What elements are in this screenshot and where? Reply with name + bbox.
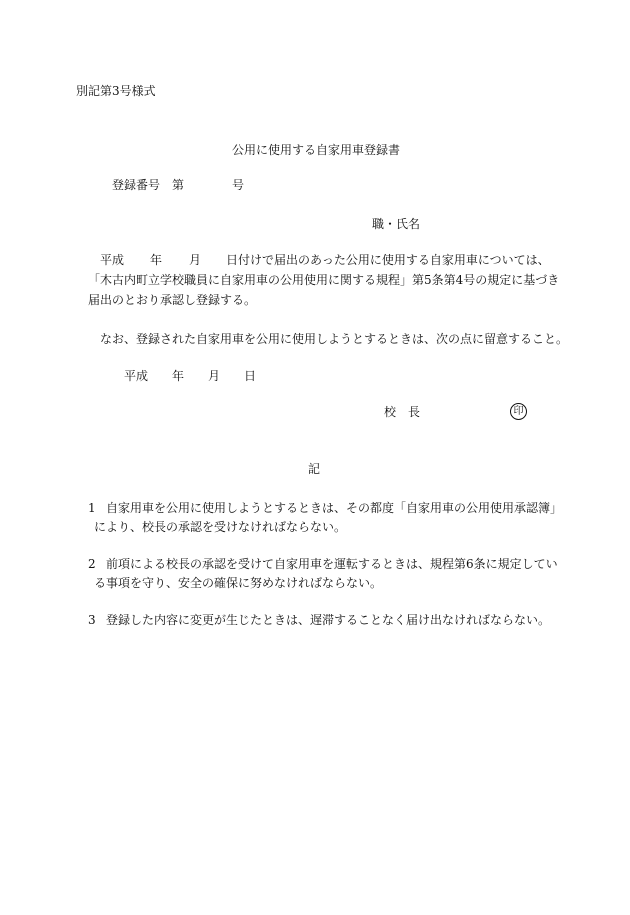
paragraph1-year: 年 xyxy=(150,253,163,267)
date-year: 年 xyxy=(172,369,185,383)
document-title: 公用に使用する自家用車登録書 xyxy=(232,143,401,157)
item-1-line1: 自家用車を公用に使用しようとするときは、その都度「自家用車の公用使用承認簿」 xyxy=(106,501,563,515)
item-3-number: 3 xyxy=(88,613,96,627)
item-2-line1: 前項による校長の承認を受けて自家用車を運転するときは、規程第6条に規定してい xyxy=(106,557,558,571)
item-1-line2: により、校長の承認を受けなければならない。 xyxy=(94,520,347,534)
registration-number-label: 登録番号 xyxy=(112,178,161,192)
ki-label: 記 xyxy=(308,462,321,476)
principal-label: 校 長 xyxy=(384,405,421,419)
date-era: 平成 xyxy=(124,369,149,383)
item-2-number: 2 xyxy=(88,557,96,571)
paragraph1-rest: 日付けで届出のあった公用に使用する自家用車については、 xyxy=(226,253,550,267)
paragraph1-month: 月 xyxy=(189,253,202,267)
item-3-line1: 登録した内容に変更が生じたときは、遅滞することなく届け出なければならない。 xyxy=(106,613,551,627)
paragraph2: なお、登録された自家用車を公用に使用しようとするときは、次の点に留意すること。 xyxy=(100,332,569,346)
paragraph1-line3: 届出のとおり承認し登録する。 xyxy=(88,293,257,307)
item-2-line2: る事項を守り、安全の確保に努めなければならない。 xyxy=(94,576,383,590)
registration-dai: 第 xyxy=(172,178,185,192)
date-month: 月 xyxy=(208,369,221,383)
registration-go: 号 xyxy=(232,178,245,192)
position-name-label: 職・氏名 xyxy=(372,217,421,231)
form-label: 別記第3号様式 xyxy=(76,84,156,98)
date-day: 日 xyxy=(244,369,257,383)
item-1-number: 1 xyxy=(88,501,96,515)
seal-mark: 印 xyxy=(510,403,527,420)
paragraph1-era: 平成 xyxy=(100,253,125,267)
paragraph1-line2: 「木古内町立学校職員に自家用車の公用使用に関する規程」第5条第4号の規定に基づき xyxy=(88,273,560,287)
